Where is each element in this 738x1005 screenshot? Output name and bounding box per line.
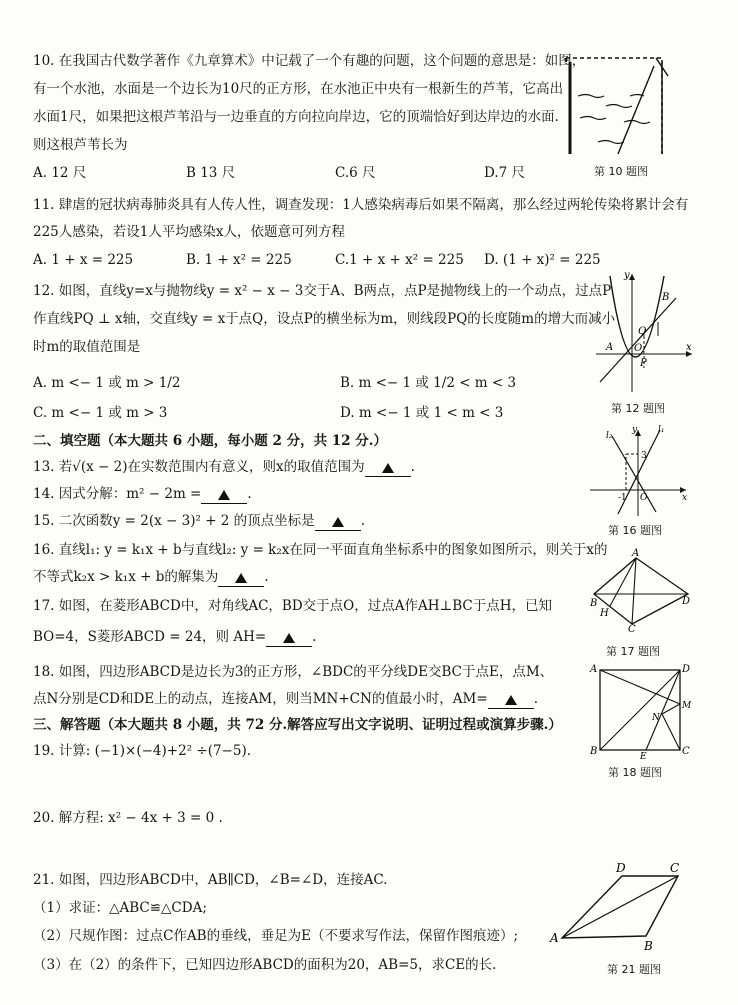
- triangle-marker-icon: [505, 695, 517, 705]
- q16-label-3: 3: [641, 451, 647, 461]
- q18-figure-caption: 第 18 题图: [608, 766, 662, 779]
- q13-line: 13. 若√(x − 2)在实数范围内有意义，则x的取值范围为 .: [33, 459, 415, 475]
- q16-label-neg1: -1: [618, 493, 627, 503]
- q19-text: 19. 计算: (−1)×(−4)+2² ÷(7−5).: [33, 743, 252, 759]
- q18-label-e: E: [640, 752, 647, 760]
- q17-answer-blank[interactable]: [266, 628, 312, 647]
- q10-line-3: 水面1尺，如果把这根芦苇沿与一边垂直的方向拉向岸边，它的顶端恰好到达岸边的水面.: [33, 109, 559, 125]
- q16-label-l2: l₂: [606, 431, 613, 441]
- q10-pond-figure: [558, 42, 678, 162]
- q21-sub-3: （3）在（2）的条件下，已知四边形ABCD的面积为20，AB=5，求CE的长.: [33, 957, 497, 973]
- q12-line-3: 时m的取值范围是: [33, 339, 141, 355]
- q16-label-x: x: [682, 493, 688, 503]
- q17-line-2: BO=4，S菱形ABCD = 24，则 AH= .: [33, 629, 317, 645]
- triangle-marker-icon: [332, 517, 344, 527]
- q15-line: 15. 二次函数y = 2(x − 3)² + 2 的顶点坐标是 .: [33, 513, 365, 529]
- triangle-marker-icon: [235, 573, 247, 583]
- q16-figure-caption: 第 16 题图: [608, 524, 662, 537]
- q18-label-c: C: [682, 746, 690, 757]
- q11-line-1: 11. 肆虐的冠状病毒肺炎具有人传人性，调查发现：1人感染病毒后如果不隔离，那么经过两轮传染将累计会有: [33, 197, 689, 213]
- q10-option-d: D.7 尺: [484, 165, 526, 181]
- q12-option-a: A. m <− 1 或 m > 1/2: [33, 375, 181, 391]
- q16-label-y: y: [632, 425, 638, 435]
- q17-label-h: H: [600, 608, 609, 619]
- q21-line-1: 21. 如图，四边形ABCD中，AB∥CD，∠B=∠D，连接AC.: [33, 872, 388, 888]
- q17-label-a: A: [632, 548, 640, 559]
- q18-label-a: A: [590, 664, 598, 675]
- q10-line-4: 则这根芦苇长为: [33, 137, 128, 153]
- q16-label-o: O: [640, 493, 648, 503]
- q10-option-b: B 13 尺: [186, 165, 236, 181]
- q12-label-p: P: [640, 358, 647, 369]
- q17-text: BO=4，S菱形ABCD = 24，则 AH=: [33, 629, 267, 645]
- q16-lines-figure: [582, 424, 690, 518]
- q12-parabola-figure: [592, 270, 696, 396]
- q12-option-c: C. m <− 1 或 m > 3: [33, 405, 168, 421]
- q17-label-d: D: [682, 596, 691, 607]
- q13-text: 13. 若√(x − 2)在实数范围内有意义，则x的取值范围为: [33, 459, 365, 475]
- q14-line: 14. 因式分解：m² − 2m = .: [33, 486, 252, 502]
- q11-option-c: C.1 + x + x² = 225: [335, 252, 464, 268]
- q10-option-c: C.6 尺: [335, 165, 376, 181]
- q17-line-1: 17. 如图，在菱形ABCD中，对角线AC，BD交于点O，过点A作AH⊥BC于点H，已知: [33, 598, 552, 614]
- q16-text: 不等式k₂x > k₁x + b的解集为: [33, 569, 219, 585]
- section-2-heading: 二、填空题（本大题共 6 小题，每小题 2 分，共 12 分.）: [33, 433, 387, 449]
- q12-label-o: O: [634, 343, 643, 354]
- q10-line-1: 10. 在我国古代数学著作《九章算术》中记载了一个有趣的问题，这个问题的意思是：如图，: [33, 53, 586, 69]
- q16-line-1: 16. 直线l₁: y = k₁x + b与直线l₂: y = k₂x在同一平面直角坐标系中的图象如图所示，则关于x的: [33, 542, 608, 558]
- q15-answer-blank[interactable]: [315, 512, 361, 531]
- q12-option-d: D. m <− 1 或 1 < m < 3: [340, 405, 504, 421]
- triangle-marker-icon: [218, 490, 230, 500]
- q18-label-b: B: [590, 746, 598, 757]
- q10-figure-caption: 第 10 题图: [594, 165, 648, 178]
- q12-label-b: B: [662, 292, 670, 303]
- q21-parallelogram-figure: [548, 858, 688, 958]
- q18-square-figure: [588, 660, 692, 760]
- q18-label-d: D: [682, 664, 691, 675]
- q12-label-x: x: [686, 342, 692, 353]
- q17-rhombus-figure: [588, 548, 698, 632]
- q12-label-y: y: [624, 270, 630, 281]
- q21-sub-2: （2）尺规作图：过点C作AB的垂线，垂足为E（不要求写作法，保留作图痕迹）;: [33, 928, 518, 944]
- q11-line-2: 225人感染，若设1人平均感染x人，依题意可列方程: [33, 224, 345, 240]
- q21-label-c: C: [670, 861, 680, 875]
- q21-label-b: B: [644, 939, 653, 953]
- q18-label-n: N: [652, 713, 660, 723]
- q18-text: 点N分别是CD和DE上的动点，连接AM，则当MN+CN的值最小时，AM=: [33, 691, 488, 707]
- q15-text: 15. 二次函数y = 2(x − 3)² + 2 的顶点坐标是: [33, 513, 315, 529]
- q14-text: 14. 因式分解：m² − 2m =: [33, 486, 202, 502]
- q11-option-a: A. 1 + x = 225: [33, 252, 134, 268]
- q12-figure-caption: 第 12 题图: [611, 402, 665, 415]
- q16-line-2: 不等式k₂x > k₁x + b的解集为 .: [33, 569, 269, 585]
- q21-sub-1: （1）求证：△ABC≌△CDA;: [33, 900, 207, 916]
- q12-line-2: 作直线PQ ⊥ x轴，交直线y = x于点Q，设点P的横坐标为m，则线段PQ的长度随m的增大而减小: [33, 311, 616, 327]
- q12-line-1: 12. 如图，直线y=x与抛物线y = x² − x − 3交于A、B两点，点P是抛物线上的一个动点，过点P: [33, 283, 612, 299]
- q13-answer-blank[interactable]: [365, 458, 411, 477]
- q10-option-a: A. 12 尺: [33, 165, 87, 181]
- q11-option-b: B. 1 + x² = 225: [186, 252, 292, 268]
- triangle-marker-icon: [283, 633, 295, 643]
- q12-option-b: B. m <− 1 或 1/2 < m < 3: [340, 375, 517, 391]
- q21-figure-caption: 第 21 题图: [607, 963, 661, 976]
- q14-answer-blank[interactable]: [201, 485, 247, 504]
- triangle-marker-icon: [382, 463, 394, 473]
- q21-label-d: D: [616, 861, 626, 875]
- q16-answer-blank[interactable]: [218, 568, 264, 587]
- q20-text: 20. 解方程: x² − 4x + 3 = 0 .: [33, 810, 223, 826]
- q12-label-q: Q: [638, 326, 647, 337]
- q18-answer-blank[interactable]: [488, 690, 534, 709]
- q17-figure-caption: 第 17 题图: [606, 645, 660, 658]
- q21-label-a: A: [550, 931, 559, 945]
- q18-line-1: 18. 如图，四边形ABCD是边长为3的正方形，∠BDC的平分线DE交BC于点E，点M、: [33, 664, 554, 680]
- section-3-heading: 三、解答题（本大题共 8 小题，共 72 分.解答应写出文字说明、证明过程或演算步骤.）: [33, 717, 562, 733]
- q17-label-b: B: [590, 598, 598, 609]
- q12-label-a: A: [606, 342, 614, 353]
- q16-label-l1: l₁: [658, 425, 665, 435]
- q18-line-2: 点N分别是CD和DE上的动点，连接AM，则当MN+CN的值最小时，AM= .: [33, 691, 538, 707]
- q10-line-2: 有一个水池，水面是一个边长为10尺的正方形，在水池正中央有一根新生的芦苇，它高出: [33, 81, 564, 97]
- q17-label-c: C: [628, 624, 636, 632]
- q11-option-d: D. (1 + x)² = 225: [484, 252, 601, 268]
- q18-label-m: M: [682, 701, 692, 711]
